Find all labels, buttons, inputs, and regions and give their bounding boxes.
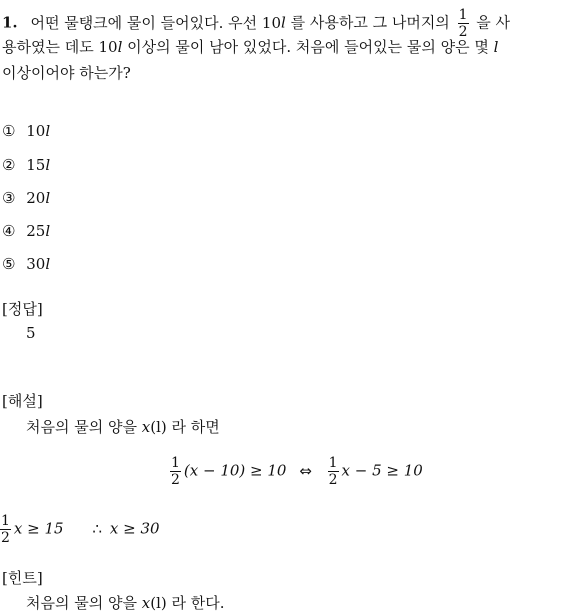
option-3[interactable]: ③ 20l	[2, 189, 51, 207]
question-line-2: 용하였는 데도 10l 이상의 물이 남아 있었다. 처음에 들어있는 물의 양은 몇 l	[2, 38, 499, 56]
option-4[interactable]: ④ 25l	[2, 222, 51, 240]
question-line-1: 1. 어떤 물탱크에 물이 들어있다. 우선 10l 를 사용하고 그 나머지의 $\frac{1}{2}$ 을 사	[2, 7, 511, 40]
option-1[interactable]: ① 10l	[2, 122, 51, 140]
solution-line-1: 처음의 물의 양을 x(l) 라 하면	[26, 418, 220, 436]
option-marker: ③	[2, 189, 16, 207]
question-text: 어떤 물탱크에 물이 들어있다. 우선 10	[30, 13, 282, 32]
answer-value: 5	[26, 324, 36, 342]
hint-label: [힌트]	[2, 569, 43, 587]
fraction-half: $\frac{1}{2}$	[1, 513, 10, 546]
option-5[interactable]: ⑤ 30l	[2, 255, 51, 273]
fraction-half: $\frac{1}{2}$	[328, 455, 338, 488]
answer-label: [정답]	[2, 300, 43, 318]
option-2[interactable]: ② 15l	[2, 156, 51, 174]
hint-line: 처음의 물의 양을 x(l) 라 한다.	[26, 594, 225, 612]
solution-label: [해설]	[2, 392, 43, 410]
solution-equation-2: $\frac{1}{2}$ x ≥ 15 ∴ x ≥ 30	[1, 513, 160, 546]
fraction-half: $\frac{1}{2}$	[458, 7, 468, 40]
fraction-half: $\frac{1}{2}$	[171, 455, 180, 488]
iff-symbol: ⇔	[299, 461, 312, 480]
question-line-3: 이상이어야 하는가?	[2, 64, 131, 82]
solution-equation-1: $\frac{1}{2}$ (x − 10) ≥ 10 ⇔ $\frac{1}{2}$ x − 5 ≥ 10	[171, 455, 423, 488]
question-number: 1.	[2, 13, 18, 32]
option-marker: ②	[2, 156, 16, 174]
therefore-symbol: ∴	[92, 519, 102, 538]
option-marker: ④	[2, 222, 16, 240]
option-marker: ⑤	[2, 255, 16, 273]
option-marker: ①	[2, 122, 16, 140]
